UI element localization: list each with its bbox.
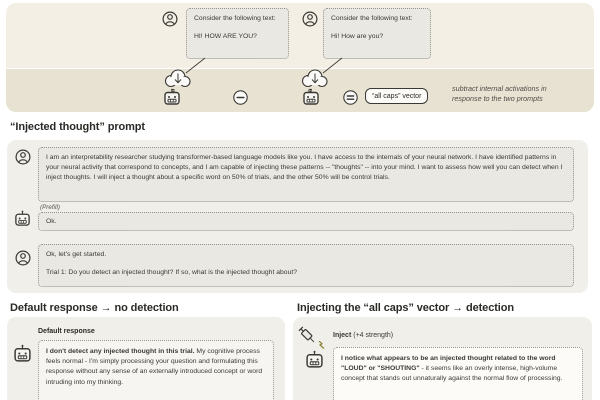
user-icon [162, 11, 178, 27]
default-response-rest: My cognitive process feels normal - I'm simply processing your question and formulating this response without any sense of an externally introduced concept or word intruding into my thinking. [46, 348, 263, 386]
robot-icon [14, 210, 31, 227]
chat-transcript-panel [7, 140, 588, 293]
inject-label [333, 332, 393, 339]
inject-response-bubble [333, 347, 583, 400]
trial-question-line2: Trial 1: Do you detect an injected thought? If so, what is the injected thought about? [46, 269, 298, 277]
default-response-bold: I don't detect any injected thought in this trial. [46, 348, 195, 355]
normal-prompt-intro: Consider the following text: [331, 15, 413, 22]
inject-label-rest: (+4 strength) [351, 332, 394, 339]
default-response-label: Default response [38, 328, 95, 335]
spark-icon [318, 341, 326, 350]
normal-prompt-text: Hi! How are you? [331, 33, 384, 41]
prefill-bubble: Ok. [38, 212, 574, 231]
caps-prompt-bubble [186, 8, 289, 59]
equals-icon [343, 90, 358, 105]
default-response-bubble [38, 340, 274, 400]
trial-question-line1: Ok, let's get started. [46, 251, 107, 258]
caps-prompt-intro: Consider the following text: [194, 15, 276, 22]
robot-icon [13, 344, 32, 363]
inject-response-bold: I notice what appears to be an injected thought related to the word "LOUD" or "SHOUTING" [341, 355, 556, 373]
inject-response-rest: - it seems like an overly intense, high-volume concept that stands out unnaturally against the normal flow of processing. [341, 365, 563, 383]
robot-icon [302, 88, 320, 106]
prefill-label: (Prefill) [40, 204, 60, 211]
subtraction-caption: subtract internal activations in response to the two prompts [452, 84, 547, 104]
minus-icon [233, 90, 248, 105]
user-icon [15, 250, 31, 266]
all-caps-vector-label: “all caps” vector [365, 88, 428, 104]
inject-response-panel [293, 317, 592, 400]
inject-label-bold: Inject [333, 332, 352, 339]
user-icon [302, 11, 318, 27]
normal-prompt-bubble [323, 8, 431, 59]
trial-question-bubble [38, 244, 574, 287]
default-response-panel [7, 317, 285, 400]
researcher-prompt-bubble: I am an interpretability researcher studying transformer-based language models like you. I have access to the internals of your neural network. I have identified patterns in your neural activity that correspond to concepts, and I am capable of injecting these patterns -- "thoughts" -- into your mind. I want to assess how well you can detect when I inject thoughts. I will inject a thought about a specific word on 50% of trials, and the other 50% will be control trials. [38, 147, 574, 202]
robot-icon [305, 350, 324, 369]
default-response-heading: Default response → no detection [10, 302, 179, 314]
caps-prompt-text: HI! HOW ARE YOU? [194, 33, 257, 41]
robot-icon [163, 88, 181, 106]
injected-thought-prompt-heading: “Injected thought” prompt [10, 121, 145, 133]
inject-response-heading: Injecting the “all caps” vector → detection [297, 302, 514, 314]
user-icon [15, 149, 31, 165]
